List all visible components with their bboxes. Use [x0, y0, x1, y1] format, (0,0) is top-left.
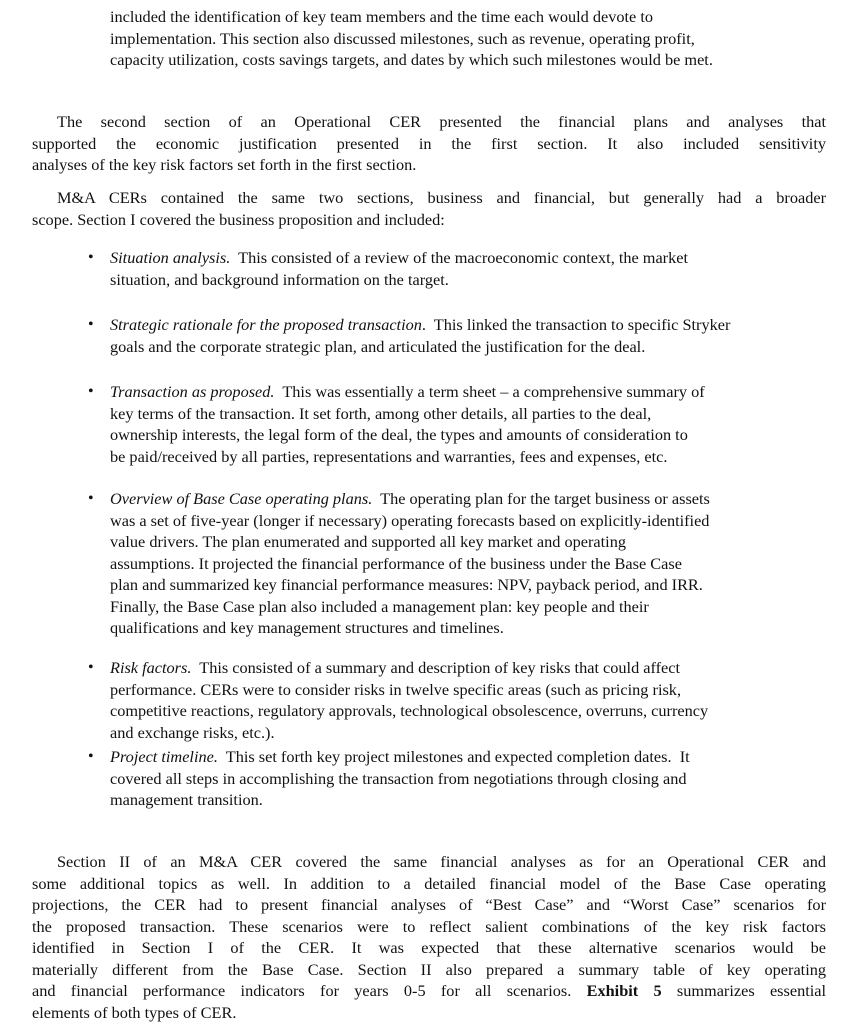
- text-line: [32, 980, 826, 1002]
- text-line: Finally, the Base Case plan also included a management plan: key people and their: [110, 596, 649, 616]
- text-line: goals and the corporate strategic plan, and articulated the justification for the deal.: [110, 336, 646, 356]
- bullet-item: [88, 247, 830, 290]
- text-run: and financial performance indicators for years 0-5 for all scenarios.: [32, 981, 587, 1000]
- bullet-lead: Situation analysis.: [110, 248, 231, 267]
- text-line: [110, 657, 830, 679]
- bullet-item: [88, 314, 830, 357]
- text-line: M&A CERs contained the same two sections, business and financial, but generally had a broader: [57, 188, 826, 207]
- text-line: competitive reactions, regulatory approvals, technological obsolescence, overruns, currency: [110, 701, 709, 720]
- text-line: [110, 381, 830, 403]
- bullet-icon: •: [88, 249, 94, 266]
- text-line: some additional topics as well. In addition to a detailed financial model of the Base Case operating: [32, 873, 826, 893]
- text-line: and exchange risks, etc.).: [110, 722, 275, 742]
- paragraph-second-section: [32, 111, 826, 176]
- text-line: be paid/received by all parties, representations and warranties, fees and expenses, etc.: [110, 446, 668, 466]
- text-line: management transition.: [110, 790, 263, 809]
- text-line: [110, 314, 830, 336]
- text-line: The second section of an Operational CER presented the financial plans and analyses that: [57, 112, 826, 131]
- text-line: covered all steps in accomplishing the transaction from negotiations through closing and: [110, 768, 687, 788]
- text-run: This consisted of a summary and description of key risks that could affect: [191, 658, 681, 677]
- text-line: implementation. This section also discussed milestones, such as revenue, operating profit,: [110, 28, 695, 48]
- text-line: [110, 488, 830, 510]
- text-run: . This linked the transaction to specific Stryker: [421, 315, 731, 334]
- bullet-lead: Overview of Base Case operating plans.: [110, 489, 373, 508]
- text-line: ownership interests, the legal form of the deal, the types and amounts of consideration to: [110, 425, 688, 444]
- bullet-item: [88, 488, 830, 639]
- exhibit-reference: Exhibit 5: [586, 981, 662, 1000]
- bullet-lead: Strategic rationale for the proposed transaction: [110, 315, 422, 334]
- bullet-item: [88, 657, 830, 743]
- text-line: [110, 746, 830, 768]
- text-line: key terms of the transaction. It set forth, among other details, all parties to the deal,: [110, 403, 652, 423]
- text-line: scope. Section I covered the business proposition and included:: [32, 209, 445, 229]
- bullet-icon: •: [88, 316, 94, 333]
- text-run: This consisted of a review of the macroeconomic context, the market: [230, 248, 688, 267]
- text-line: Section II of an M&A CER covered the same financial analyses as for an Operational CER and: [57, 852, 826, 871]
- text-line: [110, 247, 830, 269]
- bullet-item: [88, 381, 830, 467]
- text-run: This was essentially a term sheet – a comprehensive summary of: [274, 382, 705, 401]
- text-line: identified in Section I of the CER. It was expected that these alternative scenarios would be: [32, 938, 826, 957]
- text-line: was a set of five-year (longer if necessary) operating forecasts based on explicitly-identified: [110, 510, 710, 530]
- paragraph-section-two: [32, 851, 826, 1023]
- bullet-item: [88, 746, 830, 811]
- text-line: value drivers. The plan enumerated and supported all key market and operating: [110, 532, 626, 551]
- text-line: analyses of the key risk factors set forth in the first section.: [32, 155, 417, 174]
- text-line: the proposed transaction. These scenarios were to reflect salient combinations of the key risk factors: [32, 916, 826, 936]
- paragraph-ma-cers: [32, 187, 826, 230]
- text-line: elements of both types of CER.: [32, 1002, 237, 1022]
- bullet-lead: Risk factors.: [110, 658, 192, 677]
- text-line: performance. CERs were to consider risks in twelve specific areas (such as pricing risk,: [110, 679, 682, 699]
- text-run: This set forth key project milestones and expected completion dates. It: [217, 747, 690, 766]
- bullet-icon: •: [88, 490, 94, 507]
- text-run: The operating plan for the target business or assets: [372, 489, 710, 508]
- text-line: supported the economic justification presented in the first section. It also included sensitivity: [32, 133, 826, 153]
- text-line: qualifications and key management structures and timelines.: [110, 618, 504, 637]
- text-line: projections, the CER had to present financial analyses of “Best Case” and “Worst Case” scenarios for: [32, 895, 826, 914]
- top-continuation-paragraph: [110, 6, 830, 71]
- text-line: assumptions. It projected the financial performance of the business under the Base Case: [110, 553, 682, 573]
- text-line: included the identification of key team members and the time each would devote to: [110, 7, 653, 26]
- text-line: plan and summarized key financial performance measures: NPV, payback period, and IRR.: [110, 575, 703, 594]
- text-line: materially different from the Base Case. Section II also prepared a summary table of key operating: [32, 959, 826, 979]
- bullet-lead: Transaction as proposed.: [110, 382, 275, 401]
- text-line: situation, and background information on the target.: [110, 269, 449, 289]
- bullet-icon: •: [88, 748, 94, 765]
- text-run: summarizes essential: [661, 981, 826, 1000]
- bullet-icon: •: [88, 659, 94, 676]
- bullet-icon: •: [88, 383, 94, 400]
- text-line: capacity utilization, costs savings targets, and dates by which such milestones would be met.: [110, 50, 713, 69]
- bullet-lead: Project timeline.: [110, 747, 218, 766]
